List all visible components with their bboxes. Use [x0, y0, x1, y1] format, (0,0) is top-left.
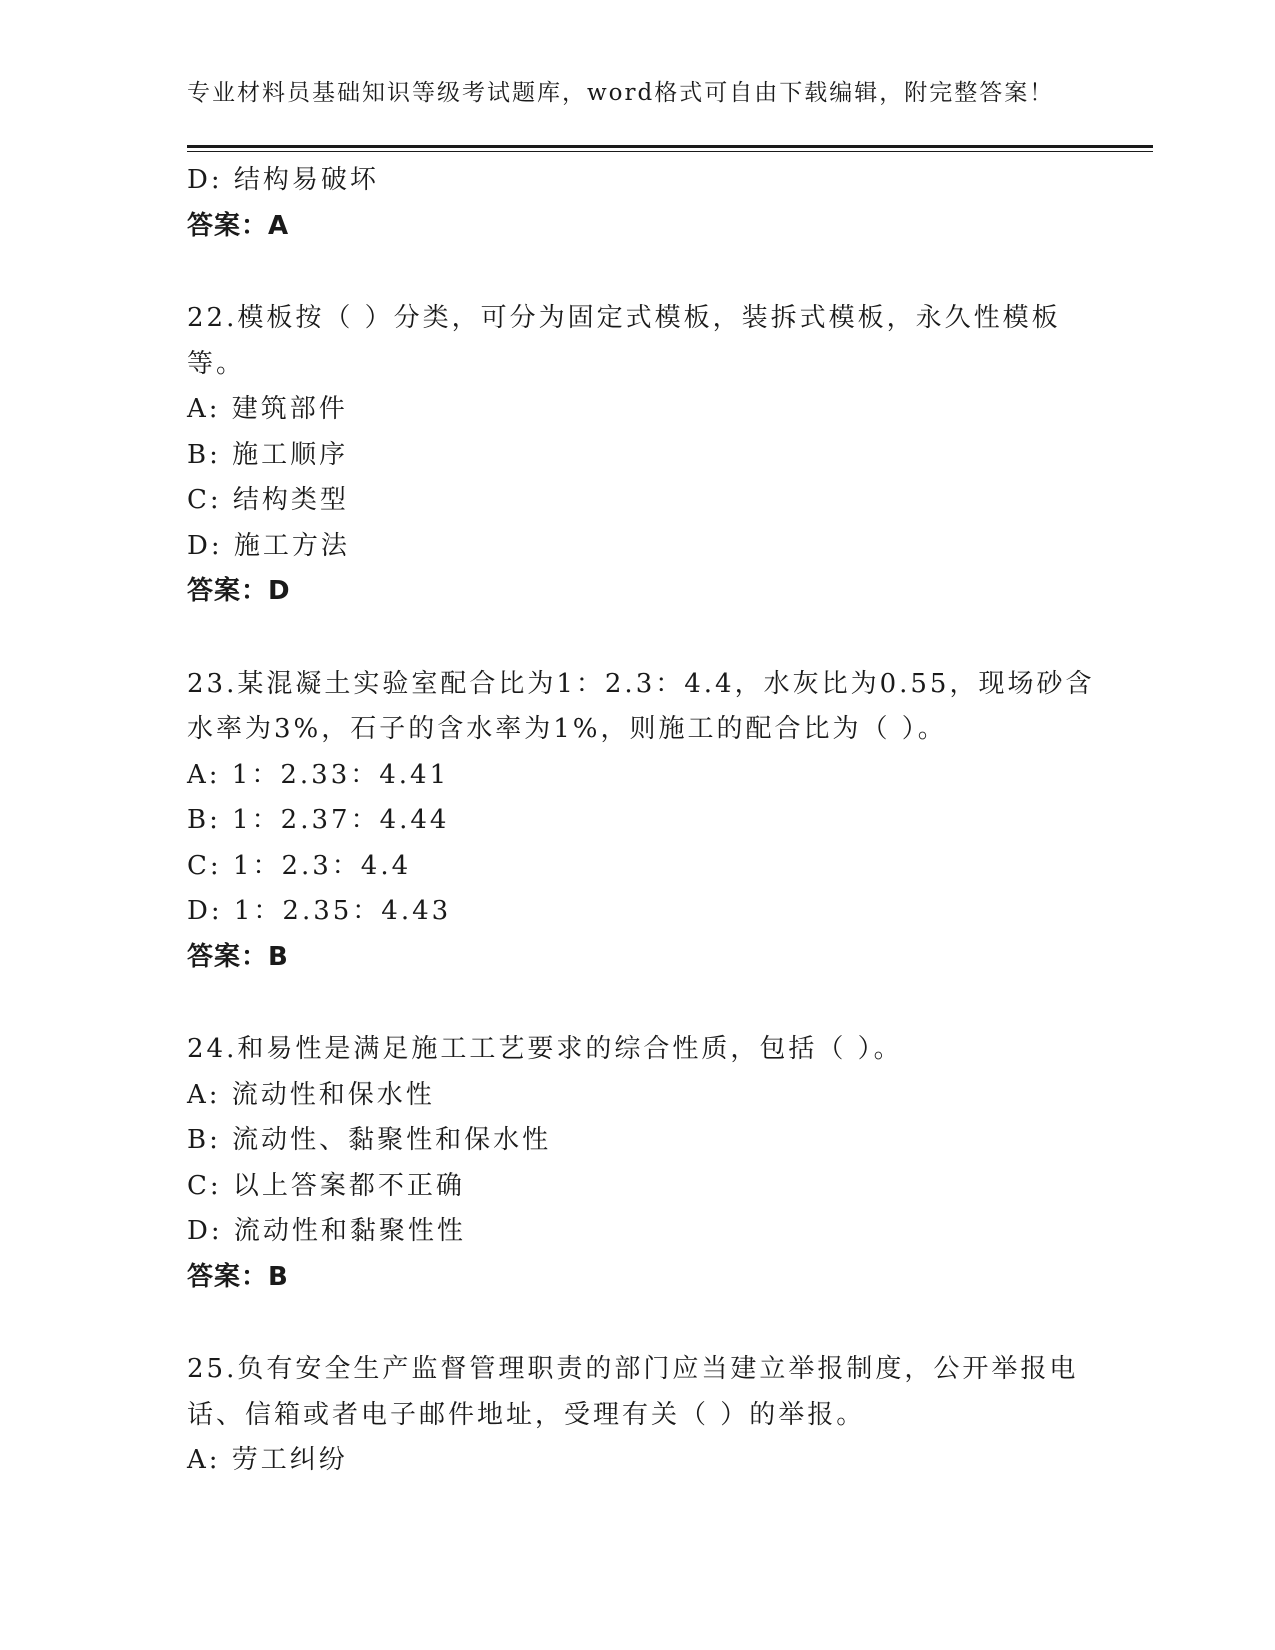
question-content [187, 158, 1095, 1484]
question-stem-cont: 水率为3%，石子的含水率为1%，则施工的配合比为（ ）。 [187, 714, 947, 744]
header-rule-thin [187, 151, 1153, 152]
option-a: A: 劳工纠纷 [187, 1445, 348, 1475]
answer-line: 答案：A [187, 210, 290, 241]
question-23 [187, 662, 1095, 981]
option-a: A: 建筑部件 [187, 394, 348, 424]
option-b: B: 1：2.37：4.44 [187, 805, 450, 835]
question-stem-cont: 话、信箱或者电子邮件地址，受理有关（ ）的举报。 [187, 1399, 866, 1430]
option-d: D: 流动性和黏聚性性 [187, 1216, 466, 1246]
option-a: A: 1：2.33：4.41 [187, 759, 450, 790]
option-a: A: 流动性和保水性 [187, 1079, 435, 1110]
question-stem: 24.和易性是满足施工工艺要求的综合性质，包括（ ）。 [187, 1034, 903, 1064]
question-stem: 23.某混凝土实验室配合比为1：2.3：4.4，水灰比为0.55，现场砂含 [187, 668, 1095, 699]
page-header: 专业材料员基础知识等级考试题库，word格式可自由下载编辑，附完整答案！ [187, 80, 1055, 106]
option-c: C: 结构类型 [187, 485, 349, 515]
option-c: C: 1：2.3：4.4 [187, 850, 412, 881]
option-c: C: 以上答案都不正确 [187, 1170, 465, 1201]
question-24 [187, 1027, 1087, 1300]
question-22 [187, 296, 1087, 615]
question-25 [187, 1347, 1087, 1484]
continued-question [187, 158, 1087, 249]
option-d: D: 1：2.35：4.43 [187, 896, 452, 926]
answer-line: 答案：B [187, 1261, 289, 1292]
question-stem: 25.负有安全生产监督管理职责的部门应当建立举报制度，公开举报电 [187, 1354, 1079, 1384]
header-rule-thick [187, 145, 1153, 148]
option-d: D: 施工方法 [187, 530, 350, 561]
option-b: B: 施工顺序 [187, 439, 349, 470]
option-b: B: 流动性、黏聚性和保水性 [187, 1125, 552, 1155]
question-stem-cont: 等。 [187, 348, 246, 379]
answer-line: 答案：B [187, 941, 289, 972]
answer-line: 答案：D [187, 576, 291, 606]
question-stem: 22.模板按（ ）分类，可分为固定式模板，装拆式模板，永久性模板 [187, 303, 1061, 333]
option-d: D: 结构易破坏 [187, 165, 379, 195]
